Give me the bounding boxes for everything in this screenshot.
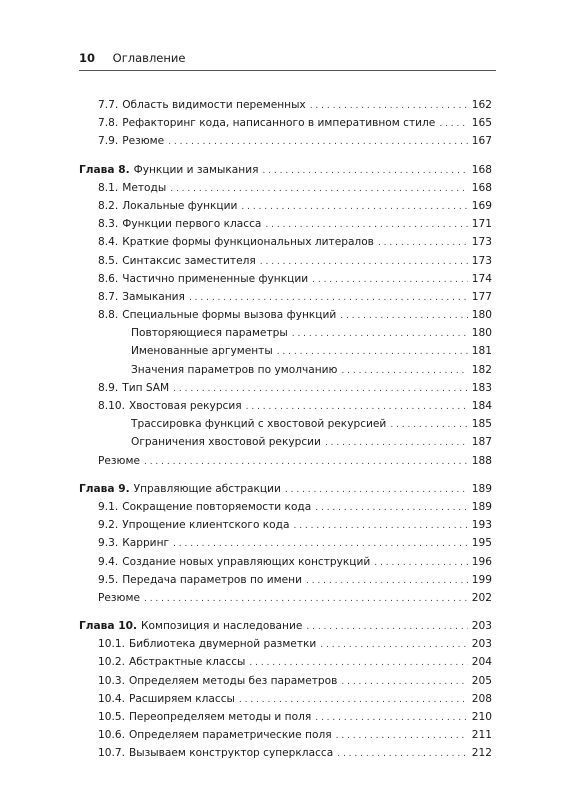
entry-text: Резюме — [98, 591, 140, 604]
section-number: 10.2. — [98, 656, 125, 669]
page-ref: 185 — [471, 418, 492, 431]
toc-entry-title — [79, 617, 302, 635]
entry-text: Переопределяем методы и поля — [128, 711, 312, 723]
page-ref: 171 — [471, 218, 492, 231]
entry-text: Локальные функции — [122, 199, 238, 212]
page-ref: 203 — [471, 638, 492, 651]
page-ref: 211 — [471, 729, 492, 742]
dot-leader — [337, 745, 468, 763]
section-number: 8.6. — [98, 272, 119, 285]
toc-entry — [79, 96, 492, 114]
toc-entry-title — [98, 288, 185, 306]
toc-entry — [79, 197, 492, 215]
toc-entry — [79, 672, 492, 690]
section-number: 7.8. — [98, 117, 119, 130]
page-ref: 182 — [471, 363, 492, 376]
page-number: 10 — [79, 51, 96, 65]
toc-entry-title — [98, 690, 235, 708]
entry-text: Функции первого класса — [122, 218, 262, 231]
toc-chapter-entry — [79, 161, 492, 179]
entry-text: Абстрактные классы — [128, 656, 246, 669]
dot-leader — [144, 453, 468, 471]
toc-entry-title — [98, 252, 256, 270]
toc-entry-title — [131, 361, 337, 379]
section-number: 9.1. — [98, 500, 119, 513]
toc-entry-title — [98, 534, 169, 552]
page-ref: 202 — [471, 591, 492, 604]
entry-text: Библиотека двумерной разметки — [128, 638, 317, 651]
toc-entry — [79, 744, 492, 762]
toc-entry — [79, 379, 492, 397]
dot-leader — [336, 727, 468, 745]
page-ref: 196 — [471, 555, 492, 568]
page-ref: 204 — [471, 656, 492, 669]
dot-leader — [262, 162, 467, 180]
toc-chapter-entry — [79, 480, 492, 498]
toc-entry-title — [98, 215, 261, 233]
entry-text: Определяем методы без параметров — [128, 674, 338, 687]
entry-text: Ограничения хвостовой рекурсии — [131, 436, 321, 449]
toc-entry-title — [79, 161, 258, 179]
dot-leader — [341, 362, 467, 380]
entry-text: Упрощение клиентского кода — [122, 519, 290, 532]
toc-entry-title — [131, 324, 288, 342]
dot-leader — [312, 271, 468, 289]
page-ref: 162 — [471, 99, 492, 111]
toc-entry — [79, 215, 492, 233]
dot-leader — [293, 517, 467, 535]
section-number: 9.2. — [98, 519, 119, 532]
toc-entry — [79, 114, 492, 132]
entry-text: Определяем параметрические поля — [128, 729, 332, 742]
toc-entry-title — [98, 498, 311, 516]
page-ref: 169 — [471, 199, 492, 212]
toc-entry-title — [79, 480, 281, 498]
entry-text: Трассировка функций с хвостовой рекурсией — [131, 418, 387, 431]
dot-leader — [306, 618, 467, 636]
toc-entry-title — [98, 270, 308, 288]
toc-entry — [79, 690, 492, 708]
page-ref: 174 — [471, 272, 492, 285]
page-ref: 168 — [471, 163, 492, 176]
page-ref: 173 — [471, 254, 492, 267]
toc-entry — [79, 534, 492, 552]
dot-leader — [325, 434, 468, 452]
toc-entry — [79, 179, 492, 197]
toc-entry-title — [98, 635, 316, 653]
entry-text: Хвостовая рекурсия — [128, 400, 242, 412]
dot-leader — [341, 673, 467, 691]
toc-entry — [79, 726, 492, 744]
section-number: 10.4. — [98, 692, 125, 705]
toc-entry-title — [98, 197, 237, 215]
toc-entry — [79, 397, 492, 415]
dot-leader — [285, 481, 468, 499]
entry-text: Синтаксис заместителя — [122, 254, 256, 267]
section-number: 10.6. — [98, 729, 125, 742]
toc-entry-title — [131, 433, 321, 451]
running-header — [79, 50, 496, 71]
section-number: 8.10. — [98, 400, 125, 412]
section-number: 9.3. — [98, 537, 119, 550]
toc-entry-title — [98, 132, 164, 150]
section-number: 8.1. — [98, 181, 119, 194]
page-ref: 173 — [471, 236, 492, 249]
section-number: 8.3. — [98, 218, 119, 231]
dot-leader — [189, 289, 468, 307]
entry-text: Передача параметров по имени — [122, 573, 302, 586]
entry-text: Функции и замыкания — [133, 163, 259, 176]
toc-entry-title — [98, 96, 306, 114]
toc-entry-title — [98, 589, 140, 607]
toc-entry-title — [98, 452, 140, 470]
toc-entry — [79, 270, 492, 288]
toc-entry — [79, 433, 492, 451]
toc-entry-title — [98, 233, 374, 251]
section-number: 8.9. — [98, 381, 119, 394]
dot-leader — [340, 307, 467, 325]
dot-leader — [439, 115, 467, 133]
section-number: 8.8. — [98, 309, 119, 322]
dot-leader — [374, 554, 467, 572]
toc-entry-title — [98, 672, 337, 690]
chapter-label: Глава 10. — [79, 620, 137, 633]
section-number: 8.4. — [98, 236, 119, 249]
dot-leader — [241, 198, 467, 216]
section-number: 10.7. — [98, 747, 125, 760]
page-ref: 180 — [471, 309, 492, 322]
section-number: 8.5. — [98, 254, 119, 267]
toc-entry — [79, 306, 492, 324]
toc-entry-title — [98, 379, 169, 397]
toc-entry — [79, 571, 492, 589]
chapter-label: Глава 8. — [79, 163, 130, 176]
toc-entry — [79, 653, 492, 671]
section-number: 7.9. — [98, 135, 119, 148]
dot-leader — [144, 590, 468, 608]
entry-text: Управляющие абстракции — [133, 482, 281, 495]
toc-entry — [79, 252, 492, 270]
toc-entry — [79, 452, 492, 470]
dot-leader — [378, 234, 468, 252]
toc-entry-title — [131, 342, 273, 360]
toc-entry-title — [98, 726, 332, 744]
section-number: 9.5. — [98, 573, 119, 586]
entry-text: Сокращение повторяемости кода — [122, 500, 312, 513]
toc-entry-title — [98, 744, 333, 762]
dot-leader — [239, 691, 468, 709]
toc-entry — [79, 516, 492, 534]
page-ref: 212 — [471, 747, 492, 760]
entry-text: Замыкания — [122, 290, 185, 303]
page-ref: 193 — [471, 519, 492, 532]
toc-entry — [79, 498, 492, 516]
toc-entry — [79, 415, 492, 433]
page-ref: 184 — [471, 400, 492, 412]
page-ref: 208 — [471, 692, 492, 705]
dot-leader — [292, 325, 468, 343]
entry-text: Значения параметров по умолчанию — [131, 363, 338, 376]
section-title: Оглавление — [112, 51, 186, 65]
entry-text: Создание новых управляющих конструкций — [122, 555, 371, 568]
section-number: 10.3. — [98, 674, 125, 687]
dot-leader — [315, 709, 468, 727]
entry-text: Краткие формы функциональных литералов — [122, 236, 374, 249]
toc-entry-title — [98, 708, 311, 726]
toc-entry — [79, 233, 492, 251]
page-ref: 203 — [471, 620, 492, 633]
toc-entry — [79, 553, 492, 571]
page-ref: 183 — [471, 381, 492, 394]
toc-entry — [79, 708, 492, 726]
entry-text: Расширяем классы — [128, 692, 235, 705]
entry-text: Резюме — [122, 135, 165, 148]
toc-entry — [79, 589, 492, 607]
toc-entry-title — [131, 415, 386, 433]
dot-leader — [170, 180, 468, 198]
page-ref: 181 — [471, 345, 492, 358]
page-ref: 187 — [471, 436, 492, 449]
dot-leader — [320, 636, 467, 654]
dot-leader — [315, 499, 468, 517]
toc-entry — [79, 361, 492, 379]
entry-text: Область видимости переменных — [122, 99, 306, 111]
page-ref: 205 — [471, 674, 492, 687]
dot-leader — [310, 97, 468, 115]
dot-leader — [277, 343, 468, 361]
entry-text: Карринг — [122, 537, 170, 550]
entry-text: Рефакторинг кода, написанного в императивном стиле — [122, 117, 436, 130]
section-number: 10.1. — [98, 638, 125, 651]
dot-leader — [173, 380, 468, 398]
entry-text: Резюме — [98, 454, 140, 467]
toc-entry — [79, 342, 492, 360]
section-number: 8.7. — [98, 290, 119, 303]
toc-entry-title — [98, 516, 289, 534]
table-of-contents — [79, 96, 492, 763]
toc-entry — [79, 288, 492, 306]
toc-entry-title — [98, 179, 166, 197]
section-number: 9.4. — [98, 555, 119, 568]
page-ref: 165 — [471, 117, 492, 130]
toc-entry — [79, 324, 492, 342]
toc-entry — [79, 132, 492, 150]
entry-text: Именованные аргументы — [131, 345, 273, 358]
page-ref: 189 — [471, 482, 492, 495]
section-number: 10.5. — [98, 711, 125, 723]
dot-leader — [249, 654, 467, 672]
dot-leader — [390, 416, 467, 434]
toc-chapter-entry — [79, 617, 492, 635]
toc-entry-title — [98, 397, 242, 415]
toc-entry-title — [98, 553, 370, 571]
entry-text: Композиция и наследование — [140, 620, 303, 633]
page-ref: 188 — [471, 454, 492, 467]
entry-text: Специальные формы вызова функций — [122, 309, 337, 322]
chapter-label: Глава 9. — [79, 482, 130, 495]
toc-entry-title — [98, 306, 336, 324]
section-number: 7.7. — [98, 99, 119, 111]
dot-leader — [265, 216, 467, 234]
dot-leader — [306, 572, 468, 590]
page-ref: 177 — [471, 290, 492, 303]
page-ref: 199 — [471, 573, 492, 586]
page-ref: 180 — [471, 327, 492, 340]
entry-text: Частично примененные функции — [122, 272, 309, 285]
dot-leader — [260, 253, 468, 271]
page-ref: 195 — [471, 537, 492, 550]
page-ref: 189 — [471, 500, 492, 513]
toc-entry-title — [98, 653, 245, 671]
dot-leader — [173, 535, 468, 553]
entry-text: Методы — [122, 181, 167, 194]
toc-entry-title — [98, 571, 302, 589]
dot-leader — [168, 133, 468, 151]
page-ref: 168 — [471, 181, 492, 194]
page-ref: 167 — [471, 135, 492, 148]
toc-entry-title — [98, 114, 435, 132]
section-number: 8.2. — [98, 199, 119, 212]
entry-text: Вызываем конструктор суперкласса — [128, 747, 334, 760]
entry-text: Повторяющиеся параметры — [131, 327, 288, 340]
dot-leader — [246, 398, 468, 416]
page-ref: 210 — [471, 711, 492, 723]
entry-text: Тип SAM — [122, 381, 170, 394]
toc-entry — [79, 635, 492, 653]
